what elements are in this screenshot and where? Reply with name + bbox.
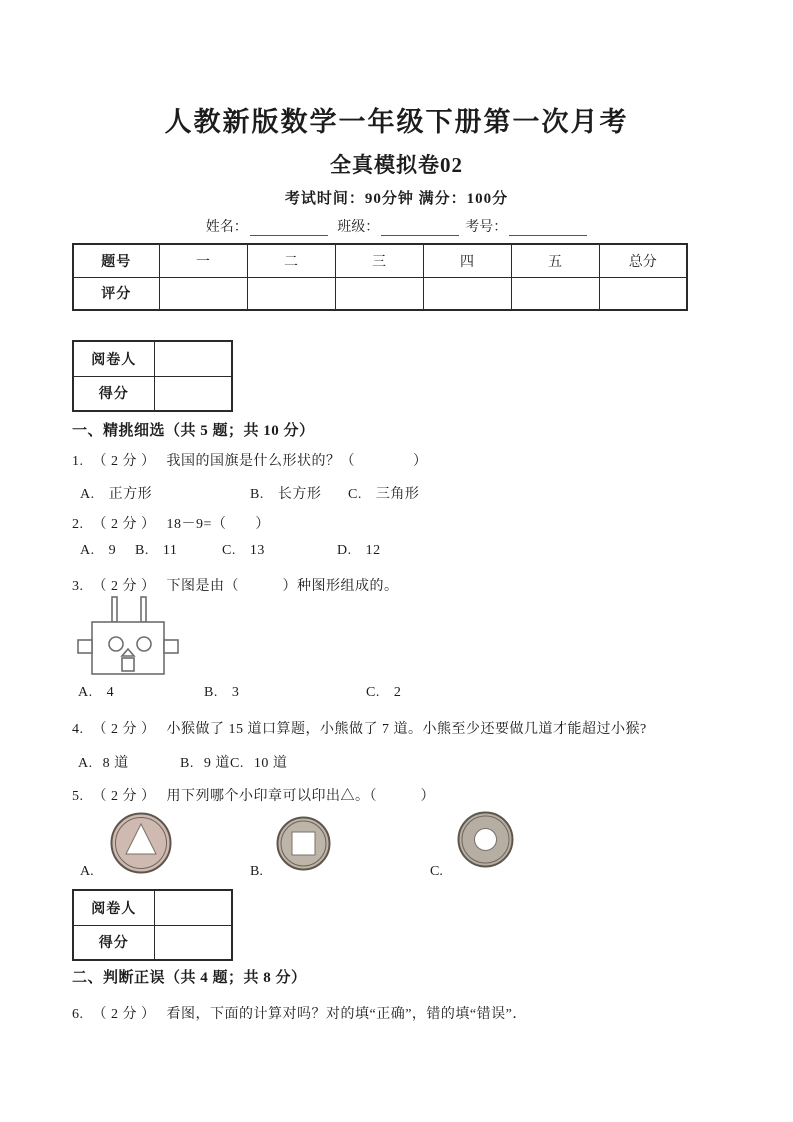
square-cutout: [292, 832, 315, 855]
q2-option-c: C. 13: [222, 543, 265, 558]
question-text: 我国的国旗是什么形状的？（ ）: [166, 454, 428, 469]
score-cell-total: [599, 277, 687, 310]
score-label: 得分: [73, 925, 154, 960]
score-table-col-4: 四: [423, 244, 511, 277]
score-row-label: 评分: [73, 277, 159, 310]
q3-option-c: C. 2: [366, 685, 402, 700]
antenna-left: [112, 597, 117, 622]
name-label: 姓名：: [205, 220, 248, 235]
table-row: [73, 376, 232, 411]
page-subtitle: 全真模拟卷02: [330, 153, 463, 177]
score-cell: [154, 925, 232, 960]
name-blank: [250, 221, 328, 236]
score-cell: [154, 376, 232, 411]
score-cell-1: [159, 277, 247, 310]
question-points: （ 2 分 ）: [92, 789, 156, 804]
q2-option-a: A. 9: [80, 543, 117, 558]
q1-option-c: C. 三角形: [348, 487, 420, 502]
question-number: 3.: [72, 579, 84, 594]
examno-blank: [509, 221, 587, 236]
stamp-triangle-image: [110, 812, 172, 874]
score-table-col-1: 一: [159, 244, 247, 277]
page-title: 人教新版数学一年级下册第一次月考: [164, 107, 629, 137]
question-4: [72, 718, 647, 738]
stamp-a-label: A.: [80, 864, 94, 879]
examiner-table-1: [72, 340, 233, 412]
question-number: 6.: [72, 1007, 84, 1022]
q2-option-b: B. 11: [135, 543, 178, 558]
question-number: 1.: [72, 454, 84, 469]
question-points: （ 2 分 ）: [92, 517, 156, 532]
student-info-line: [0, 216, 793, 236]
table-row: [73, 244, 687, 277]
question-1: [72, 450, 428, 470]
q3-option-a: A. 4: [78, 685, 115, 700]
question-number: 2.: [72, 517, 84, 532]
q4-option-b: B. 9 道: [180, 756, 230, 771]
question-text: 用下列哪个小印章可以印出△。（ ）: [166, 789, 435, 804]
antenna-right: [141, 597, 146, 622]
circle-cutout: [475, 829, 497, 851]
question-text: 下图是由（ ）种图形组成的。: [166, 579, 399, 594]
score-cell-5: [511, 277, 599, 310]
question-2: [72, 513, 270, 533]
class-label: 班级：: [337, 220, 380, 235]
eye-right: [137, 637, 151, 651]
question-points: （ 2 分 ）: [92, 454, 156, 469]
question-3: [72, 575, 399, 595]
q2-option-d: D. 12: [337, 543, 381, 558]
question-5: [72, 785, 435, 805]
class-blank: [381, 221, 459, 236]
reviewer-label: 阅卷人: [73, 890, 154, 925]
table-row: [73, 277, 687, 310]
reviewer-cell: [154, 890, 232, 925]
stamp-circle-image: [457, 811, 514, 868]
score-cell-3: [335, 277, 423, 310]
question-points: （ 2 分 ）: [92, 1007, 156, 1022]
score-label: 得分: [73, 376, 154, 411]
section-1-heading: 一、精挑细选（共 5 题；共 10 分）: [72, 423, 315, 439]
stamp-square-image: [276, 816, 331, 871]
q4-option-c: C. 10 道: [230, 756, 288, 771]
score-table-col-3: 三: [335, 244, 423, 277]
examno-label: 考号：: [465, 220, 508, 235]
table-row: [73, 341, 232, 376]
score-table-corner: 题号: [73, 244, 159, 277]
q3-option-b: B. 3: [204, 685, 240, 700]
ear-left: [78, 640, 92, 653]
q1-option-a: A. 正方形: [80, 487, 153, 502]
reviewer-label: 阅卷人: [73, 341, 154, 376]
eye-left: [109, 637, 123, 651]
q1-option-b: B. 长方形: [250, 487, 322, 502]
question-number: 4.: [72, 722, 84, 737]
question-text: 看图，下面的计算对吗？对的填“正确”，错的填“错误”．: [166, 1007, 527, 1022]
question-6: [72, 1003, 527, 1023]
score-cell-2: [247, 277, 335, 310]
table-row: [73, 890, 232, 925]
score-summary-table: [72, 243, 688, 311]
question-points: （ 2 分 ）: [92, 722, 156, 737]
question-text: 18－9=（ ）: [166, 517, 270, 532]
stamp-c-label: C.: [430, 864, 443, 879]
examiner-table-2: [72, 889, 233, 961]
reviewer-cell: [154, 341, 232, 376]
question-points: （ 2 分 ）: [92, 579, 156, 594]
section-2-heading: 二、判断正误（共 4 题；共 8 分）: [72, 970, 307, 986]
score-table-col-5: 五: [511, 244, 599, 277]
ear-right: [164, 640, 178, 653]
score-table-col-total: 总分: [599, 244, 687, 277]
stamp-b-label: B.: [250, 864, 263, 879]
question-text: 小猴做了 15 道口算题，小熊做了 7 道。小熊至少还要做几道才能超过小猴?: [166, 722, 647, 737]
mouth-square: [122, 658, 134, 671]
robot-shapes-figure: [76, 593, 180, 681]
score-table-col-2: 二: [247, 244, 335, 277]
q4-option-a: A. 8 道: [78, 756, 129, 771]
score-cell-4: [423, 277, 511, 310]
table-row: [73, 925, 232, 960]
question-number: 5.: [72, 789, 84, 804]
exam-info: 考试时间：90分钟 满分：100分: [284, 191, 509, 207]
